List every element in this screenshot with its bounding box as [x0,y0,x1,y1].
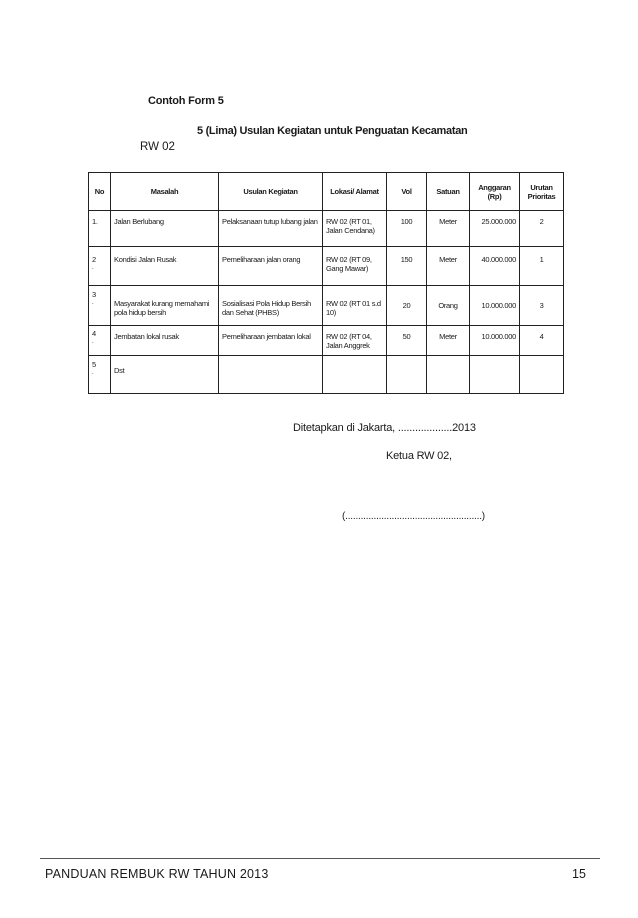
form-title: 5 (Lima) Usulan Kegiatan untuk Penguatan Kecamatan [197,125,468,137]
cell-lokasi [323,326,387,356]
cell-urutan: 2 [520,211,564,247]
footer-divider [40,858,600,859]
cell-lokasi [323,247,387,286]
cell-usulan [219,326,323,356]
header-masalah: Masalah [111,173,219,211]
proposal-table [88,172,564,394]
header-urutan-line1: Urutan [530,182,553,192]
cell-lokasi-line1: RW 02 (RT 09, [326,255,372,264]
cell-lokasi-line2: Jalan Anggrek [326,341,370,350]
cell-urutan: 1 [520,247,564,286]
signature-place-date: Ditetapkan di Jakarta, ...................2013 [293,422,476,434]
cell-usulan [219,247,323,286]
cell-masalah [111,286,219,326]
cell-usulan-line1: Sosialisasi Pola Hidup Bersih [222,299,311,308]
cell-lokasi-line2: 10) [326,308,336,317]
cell-no-dot: . [92,265,94,271]
cell-usulan-line1: Pelaksanaan tutup lubang jalan [222,217,318,226]
header-anggaran [470,173,520,211]
cell-no [89,211,111,247]
cell-usulan-line2: dan Sehat (PHBS) [222,308,279,317]
cell-urutan [520,356,564,394]
header-anggaran-line2: (Rp) [487,191,502,201]
cell-masalah [111,247,219,286]
cell-satuan: Meter [427,247,470,286]
cell-lokasi [323,356,387,394]
cell-lokasi [323,211,387,247]
cell-urutan: 4 [520,326,564,356]
footer-title: PANDUAN REMBUK RW TAHUN 2013 [45,867,269,881]
cell-lokasi-line1: RW 02 (RT 01, [326,217,372,226]
cell-anggaran: 10.000.000 [470,326,520,356]
cell-lokasi-line1: RW 02 (RT 01 s.d [326,299,381,308]
header-urutan [520,173,564,211]
cell-lokasi-line1: RW 02 (RT 04, [326,332,372,341]
cell-lokasi [323,286,387,326]
table-row [89,286,564,326]
cell-vol: 20 [387,286,427,326]
header-lokasi: Lokasi/ Alamat [323,173,387,211]
header-satuan: Satuan [427,173,470,211]
cell-no-number: 1. [92,217,98,226]
cell-masalah-line2: pola hidup bersih [114,308,167,317]
cell-no-number: 3 [92,290,96,299]
cell-vol: 50 [387,326,427,356]
cell-vol: 150 [387,247,427,286]
cell-masalah-line1: Masyarakat kurang memahami [114,299,210,308]
rw-label: RW 02 [140,141,175,153]
cell-no-dot: . [92,300,94,306]
cell-no [89,247,111,286]
cell-no [89,286,111,326]
cell-no-number: 4 [92,329,96,338]
table-row [89,247,564,286]
cell-masalah [111,356,219,394]
cell-anggaran: 10.000.000 [470,286,520,326]
cell-anggaran: 25.000.000 [470,211,520,247]
cell-masalah [111,326,219,356]
cell-satuan: Orang [427,286,470,326]
cell-usulan-line1: Pemeliharaan jalan orang [222,255,301,264]
cell-anggaran: 40.000.000 [470,247,520,286]
table-header-row [89,173,564,211]
cell-no [89,356,111,394]
cell-anggaran [470,356,520,394]
cell-no-number: 2 [92,255,96,264]
form-label: Contoh Form 5 [148,95,224,107]
header-urutan-line2: Prioritas [527,191,556,201]
table-row [89,326,564,356]
cell-satuan [427,356,470,394]
cell-satuan: Meter [427,211,470,247]
cell-usulan [219,286,323,326]
cell-no-dot: . [92,370,94,376]
cell-masalah-line1: Jalan Berlubang [114,217,164,226]
cell-satuan: Meter [427,326,470,356]
cell-usulan-line1: Pemeliharaan jembatan lokal [222,332,311,341]
cell-masalah-line1: Jembatan lokal rusak [114,332,179,341]
table-row [89,356,564,394]
cell-no-dot: . [92,339,94,345]
cell-vol [387,356,427,394]
page-number: 15 [572,867,586,881]
cell-no [89,326,111,356]
header-vol: Vol [387,173,427,211]
table-row [89,211,564,247]
cell-masalah-line1: Dst [114,366,125,375]
header-anggaran-line1: Anggaran [478,182,511,192]
signature-name-line: (.....................................................) [342,511,485,522]
cell-masalah [111,211,219,247]
cell-lokasi-line2: Gang Mawar) [326,264,369,273]
signature-role: Ketua RW 02, [386,450,452,462]
header-no: No [89,173,111,211]
cell-urutan: 3 [520,286,564,326]
cell-usulan [219,356,323,394]
header-usulan: Usulan Kegiatan [219,173,323,211]
cell-masalah-line1: Kondisi Jalan Rusak [114,255,177,264]
cell-no-number: 5 [92,360,96,369]
cell-lokasi-line2: Jalan Cendana) [326,226,375,235]
cell-vol: 100 [387,211,427,247]
cell-usulan [219,211,323,247]
